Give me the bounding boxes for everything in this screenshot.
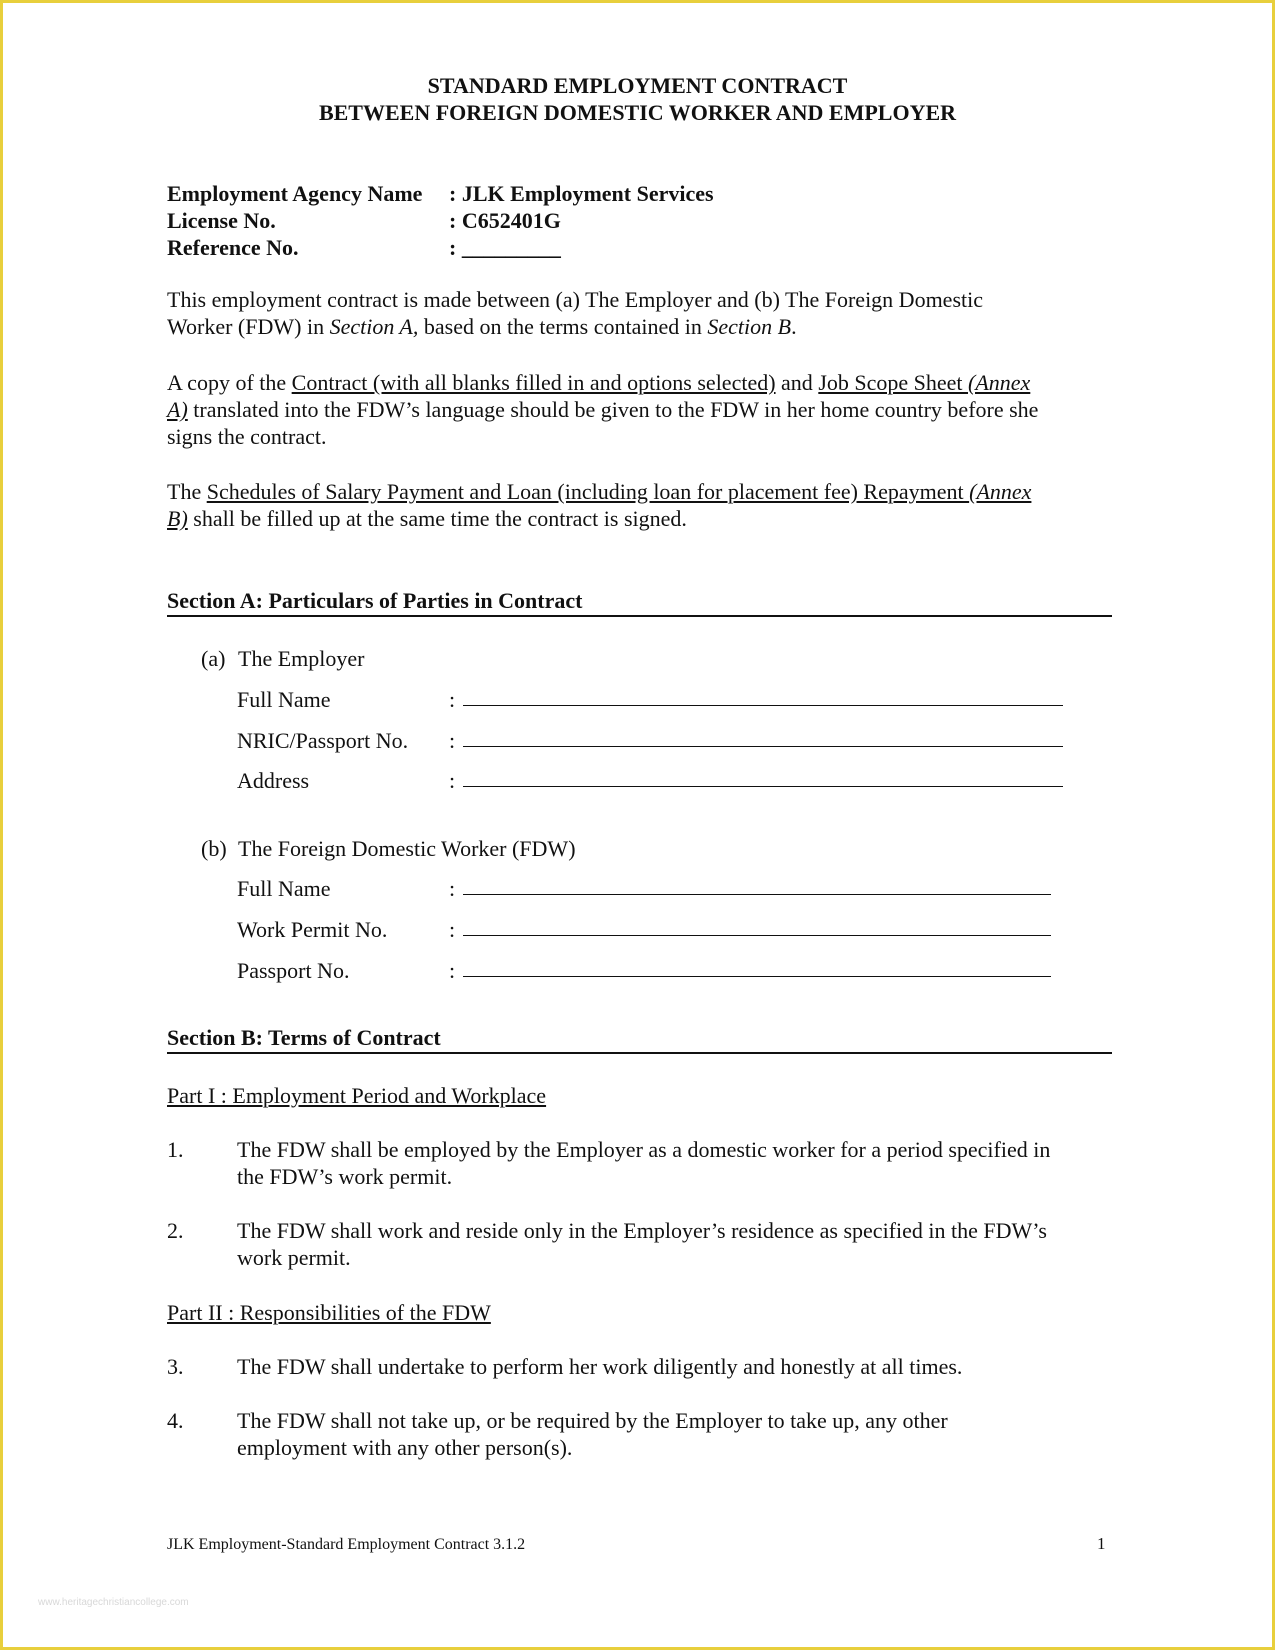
license-value: : C652401G [449,208,561,233]
footer-text: JLK Employment-Standard Employment Contract 3.1.2 [167,1536,526,1553]
schedules-link: Schedules of Salary Payment and Loan (including loan for placement fee) Repayment [206,479,970,504]
employer-address-blank[interactable] [463,786,1063,787]
intro-p2-line1: A copy of the Contract (with all blanks filled in and options selected) and Job Scope Sheet (Annex [167,370,1031,395]
intro-paragraph-3 [167,478,1097,532]
contract-link: Contract (with all blanks filled in and options selected) [291,370,776,395]
fdw-work-permit-blank[interactable] [463,935,1051,936]
document-title-line1: STANDARD EMPLOYMENT CONTRACT [427,73,848,98]
license-label: License No. [167,208,276,233]
job-scope-link: Job Scope Sheet [818,370,969,395]
fdw-full-name-blank[interactable] [463,894,1051,895]
fdw-subheading: (b) The Foreign Domestic Worker (FDW) [201,836,576,861]
intro-p2-line3: signs the contract. [167,424,327,449]
reference-value: : _________ [449,235,561,260]
part-2-heading: Part II : Responsibilities of the FDW [167,1300,491,1325]
agency-name-value: : JLK Employment Services [449,181,714,206]
employer-full-name-blank[interactable] [463,705,1063,706]
part-1-heading: Part I : Employment Period and Workplace [167,1083,547,1108]
intro-p1-line1: This employment contract is made between (a) The Employer and (b) The Foreign Domestic [167,287,983,312]
employer-nric-blank[interactable] [463,746,1063,747]
intro-p1-line2: Worker (FDW) in Section A, based on the terms contained in Section B. [167,314,797,339]
intro-p2-line2: A) translated into the FDW’s language should be given to the FDW in her home country before she [167,397,1039,422]
section-a-heading: Section A: Particulars of Parties in Contract [167,587,1112,617]
fdw-passport-blank[interactable] [463,976,1051,977]
employer-subheading: (a) The Employer [201,646,365,671]
agency-name-label: Employment Agency Name [167,181,423,206]
page-number: 1 [1097,1534,1106,1553]
section-b-heading: Section B: Terms of Contract [167,1024,1112,1054]
intro-paragraph-1 [167,286,1097,340]
document-title-line2: BETWEEN FOREIGN DOMESTIC WORKER AND EMPLOYER [318,100,957,125]
watermark: www.heritagechristiancollege.com [38,1597,189,1608]
intro-p3-line2: B) shall be filled up at the same time the contract is signed. [167,506,687,531]
intro-paragraph-2 [167,369,1097,450]
reference-label: Reference No. [167,235,299,260]
intro-p3-line1: The Schedules of Salary Payment and Loan (including loan for placement fee) Repayment (Annex [167,479,1032,504]
